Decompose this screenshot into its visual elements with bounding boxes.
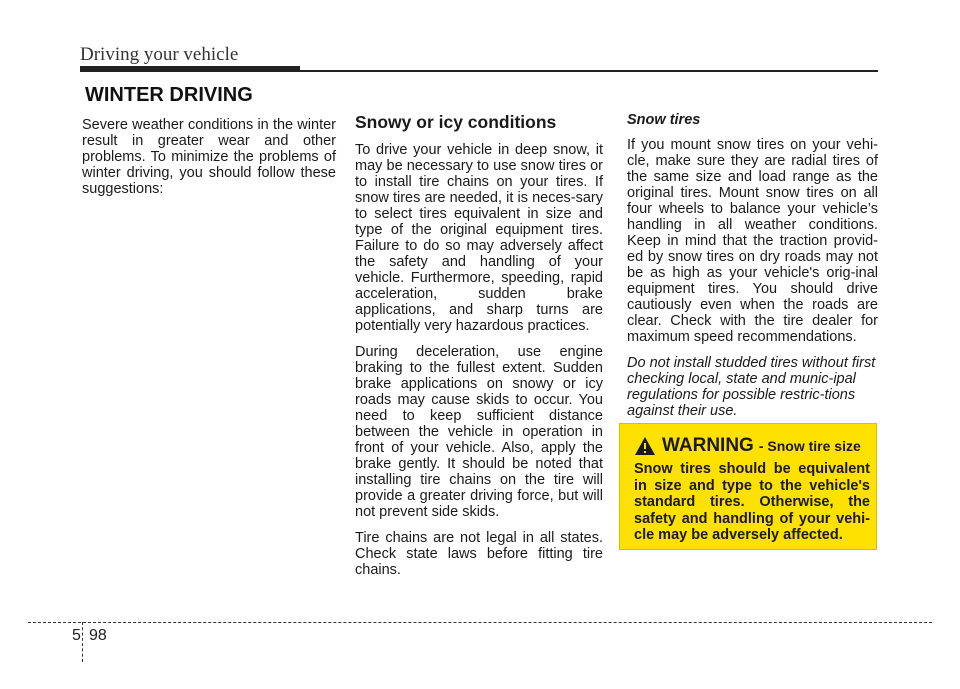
snow-tires-paragraph: If you mount snow tires on your vehi-cle, make sure they are radial tires of the same size and load range as the original tires. Mount snow tires on all four wheels to balance your vehicle’s handling in all weather conditions. Keep in mind that the traction provid-ed by snow tires on dry roads may not be as high as your vehicle's orig-inal equipment tires. You should drive cautiously even when the roads are clear. Check with the tire dealer for maximum speed recommendations. <box>627 137 878 345</box>
intro-paragraph: Severe weather conditions in the winter result in greater wear and other problems. To minimize the problems of winter driving, you should follow these suggestions: <box>82 117 336 197</box>
snowy-icy-heading: Snowy or icy conditions <box>355 112 557 132</box>
page-number-divider <box>82 622 83 662</box>
column-2 <box>355 112 603 588</box>
studded-tires-note: Do not install studded tires without first checking local, state and munic-ipal regulations for possible restric-tions against their use. <box>627 355 876 419</box>
column-3 <box>627 112 878 429</box>
header-rule-thick <box>80 66 300 72</box>
page-header-title: Driving your vehicle <box>80 44 239 65</box>
warning-text: Snow tires should be equivalent in size and type to the vehicle's standard tires. Otherwise, the safety and handling of your vehi-cle may be adversely affected. <box>634 461 870 543</box>
snow-tires-heading: Snow tires <box>627 112 701 128</box>
section-title: WINTER DRIVING <box>85 84 253 106</box>
snowy-paragraph-2: During deceleration, use engine braking to the fullest extent. Sudden brake applications on snowy or icy roads may cause skids to occur. You need to keep sufficient distance between the vehicle in operation in front of your vehicle. Also, apply the brake gently. It should be noted that installing tire chains on the tire will provide a greater driving force, but will not prevent side skids. <box>355 344 603 520</box>
chapter-number: 5 <box>72 627 81 644</box>
column-1 <box>82 117 336 207</box>
footer-rule <box>28 622 932 623</box>
snowy-paragraph-1: To drive your vehicle in deep snow, it may be necessary to use snow tires or to install tire chains on your tires. If snow tires are needed, it is neces-sary to select tires equivalent in size and type of the original equipment tires. Failure to do so may adversely affect the safety and handling of your vehicle. Furthermore, speeding, rapid acceleration, sudden brake applications, and sharp turns are potentially very hazardous practices. <box>355 142 603 334</box>
header-rule-thin <box>300 70 878 72</box>
page-number: 98 <box>89 627 107 644</box>
warning-header <box>634 435 861 457</box>
warning-label: WARNING <box>662 435 754 456</box>
snowy-paragraph-3: Tire chains are not legal in all states. Check state laws before fitting tire chains. <box>355 530 603 578</box>
warning-box <box>619 423 877 550</box>
warning-triangle-icon <box>634 436 656 456</box>
warning-subtitle: - Snow tire size <box>758 438 861 454</box>
